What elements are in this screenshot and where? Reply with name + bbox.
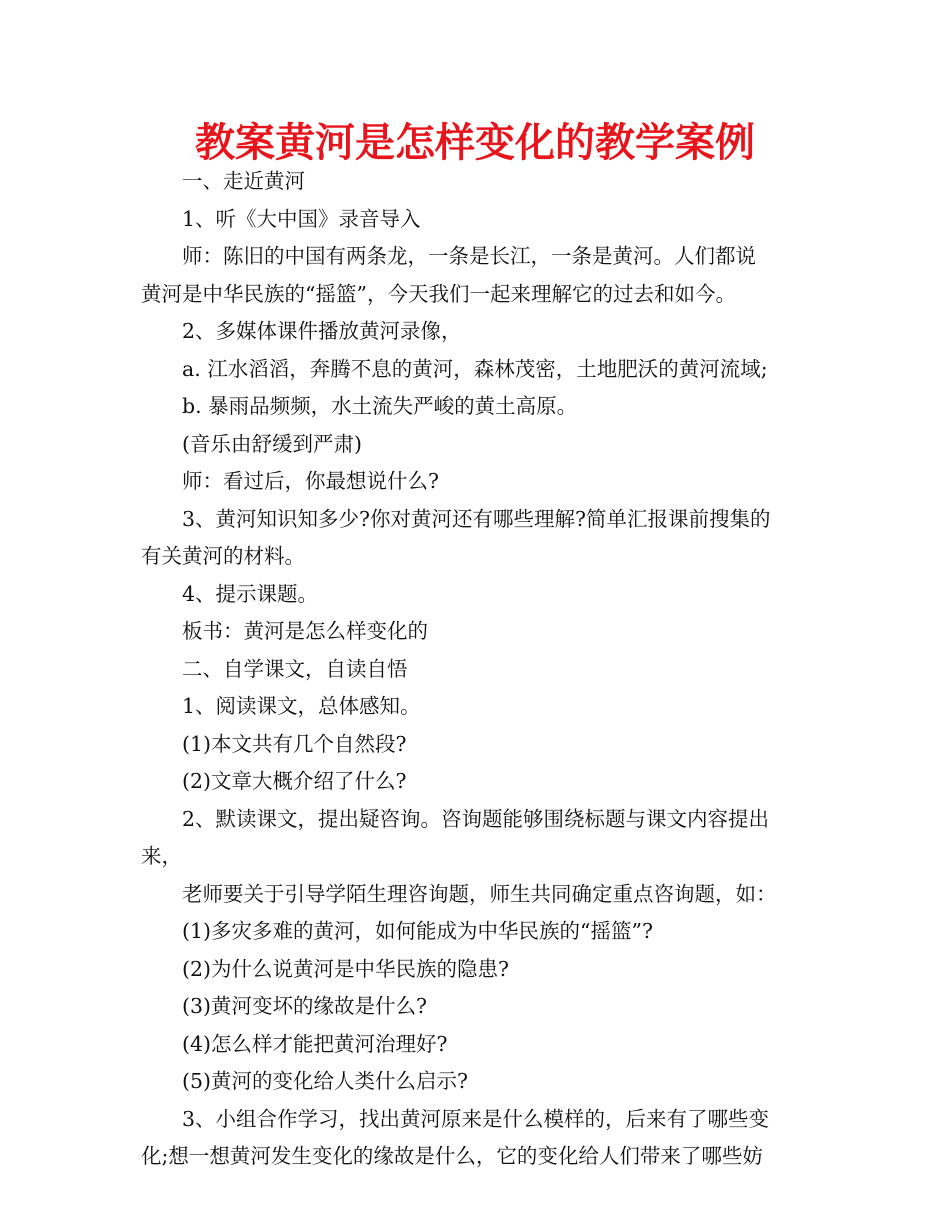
text-line: 黄河是中华民族的“摇篮”，今天我们一起来理解它的过去和如今。	[141, 281, 736, 306]
text-line: (1)多灾多难的黄河，如何能成为中华民族的“摇篮”?	[182, 919, 653, 943]
text-line: 师：看过后，你最想说什么?	[182, 469, 439, 493]
text-line: 老师要关于引导学陌生理咨询题，师生共同确定重点咨询题，如：	[182, 881, 777, 906]
text-line: (4)怎么样才能把黄河治理好?	[182, 1031, 448, 1056]
text-line: 2、多媒体课件播放黄河录像，	[182, 319, 462, 343]
document-body	[141, 163, 813, 1176]
text-line: 3、小组合作学习，找出黄河原来是什么模样的，后来有了哪些变	[182, 1106, 770, 1131]
text-line: 3、黄河知识知多少?你对黄河还有哪些理解?简单汇报课前搜集的	[182, 506, 771, 531]
text-line: 1、听《大中国》录音导入	[182, 206, 421, 231]
text-line: 板书：黄河是怎么样变化的	[182, 619, 428, 643]
text-line: (音乐由舒缓到严肃)	[182, 431, 362, 456]
text-line: 化;想一想黄河发生变化的缘故是什么，它的变化给人们带来了哪些妨	[141, 1144, 763, 1168]
text-line: (3)黄河变坏的缘故是什么?	[182, 994, 428, 1018]
text-line: 二、自学课文，自读自悟	[182, 656, 408, 681]
text-line: 一、走近黄河	[182, 169, 305, 193]
text-line: (1)本文共有几个自然段?	[182, 731, 407, 756]
text-line: 有关黄河的材料。	[141, 544, 305, 568]
text-line: (2)文章大概介绍了什么?	[182, 769, 407, 793]
text-line: 1、阅读课文，总体感知。	[182, 694, 421, 718]
text-line: a. 江水滔滔，奔腾不息的黄河，森林茂密，土地肥沃的黄河流域;	[182, 356, 768, 381]
text-line: 2、默读课文，提出疑咨询。咨询题能够围绕标题与课文内容提出	[182, 806, 770, 831]
document-title: 教案黄河是怎样变化的教学案例	[195, 120, 755, 166]
text-line: b. 暴雨品频频，水土流失严峻的黄土高原。	[182, 394, 578, 418]
text-line: (2)为什么说黄河是中华民族的隐患?	[182, 956, 510, 981]
text-line: 师：陈旧的中国有两条龙，一条是长江，一条是黄河。人们都说	[182, 244, 756, 268]
text-line: 4、提示课题。	[182, 581, 319, 606]
text-line: (5)黄河的变化给人类什么启示?	[182, 1069, 469, 1093]
text-line: 来，	[141, 844, 182, 868]
